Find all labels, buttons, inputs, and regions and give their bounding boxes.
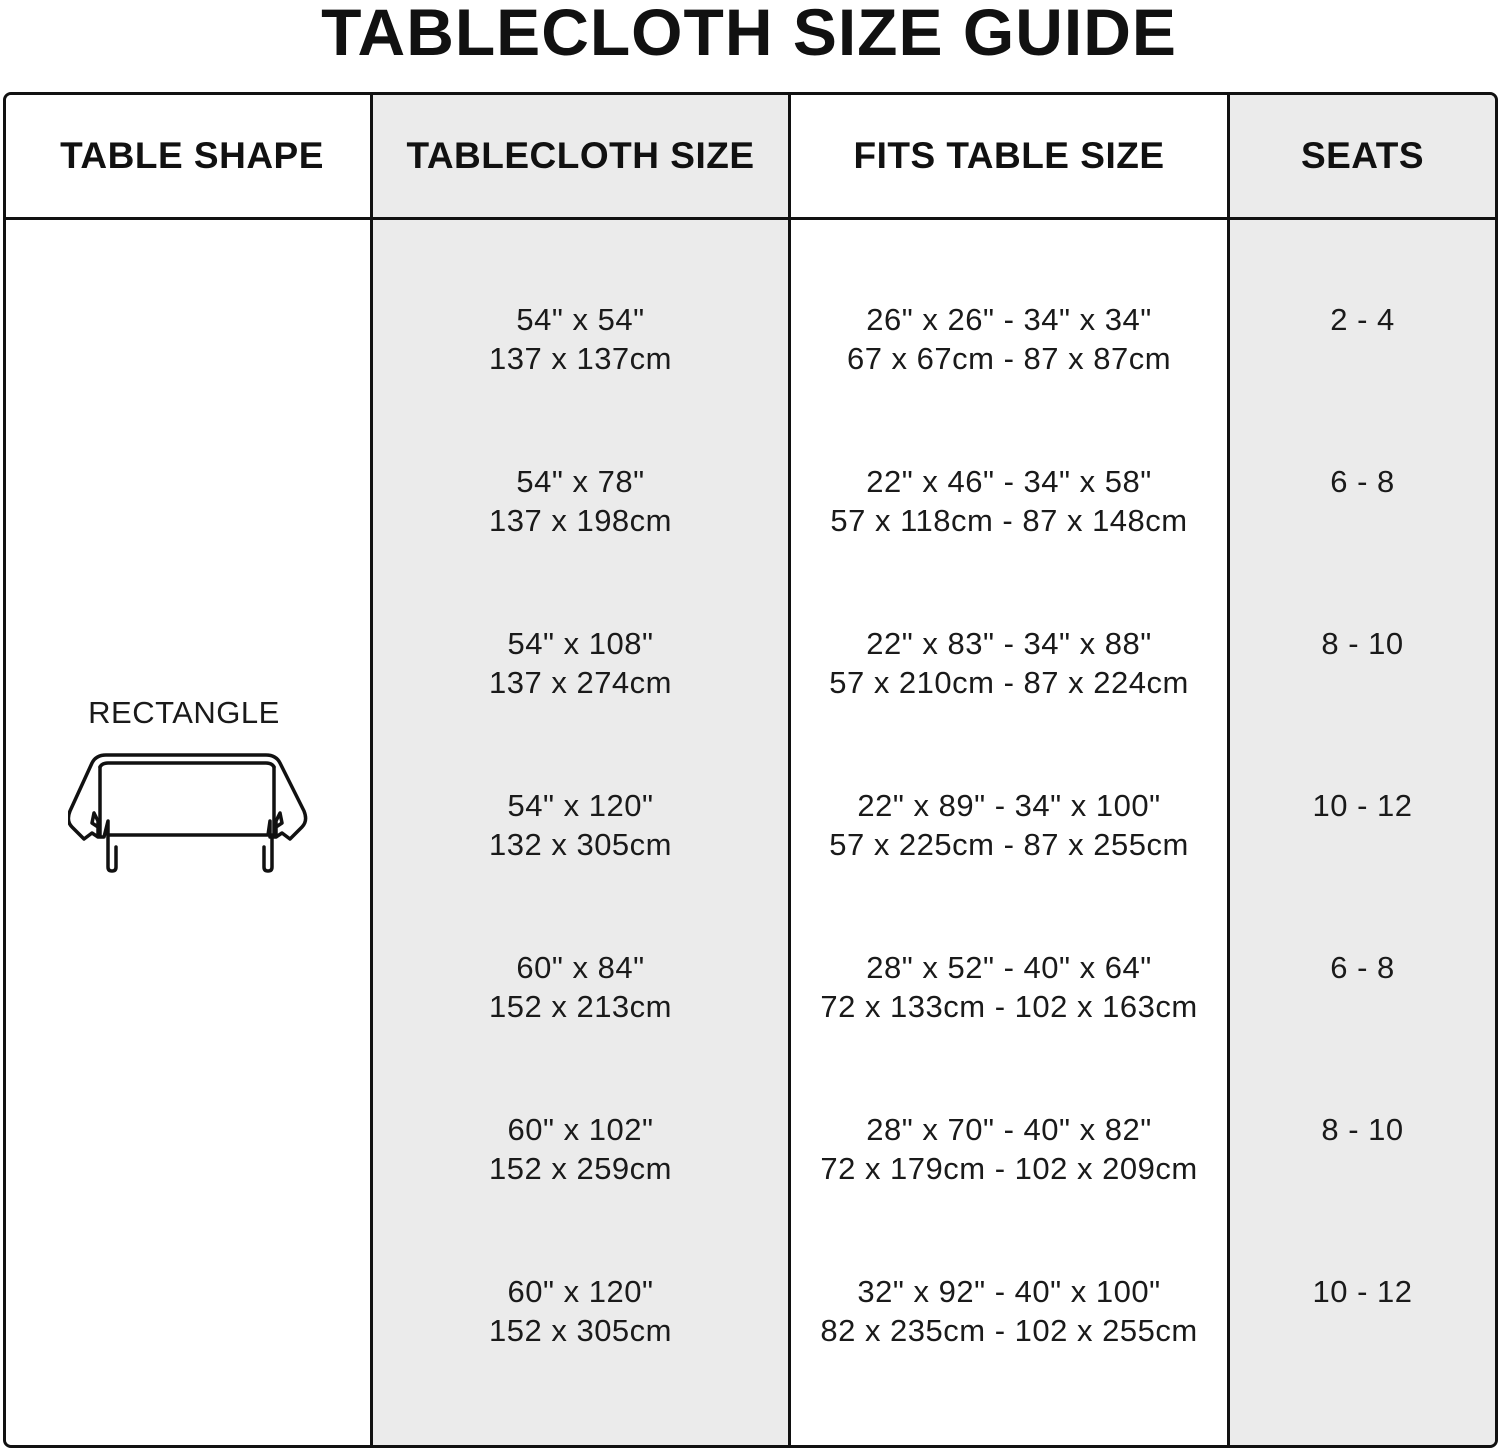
size-inches: 60" x 120" bbox=[507, 1274, 654, 1309]
page-title: TABLECLOTH SIZE GUIDE bbox=[321, 0, 1177, 69]
seats-value: 2 - 4 bbox=[1330, 301, 1395, 337]
table-row bbox=[6, 1068, 1495, 1230]
size-inches: 60" x 102" bbox=[507, 1112, 654, 1147]
fits-inches: 28" x 70" - 40" x 82" bbox=[866, 1112, 1152, 1147]
shape-label: RECTANGLE bbox=[88, 695, 280, 730]
seats-cell bbox=[1230, 238, 1495, 400]
seats-cell bbox=[1230, 886, 1495, 1048]
seats-value: 10 - 12 bbox=[1312, 787, 1413, 823]
seats-value: 8 - 10 bbox=[1321, 625, 1404, 661]
table-row bbox=[6, 582, 1495, 744]
fits-cm: 67 x 67cm - 87 x 87cm bbox=[846, 341, 1172, 376]
fits-cm: 82 x 235cm - 102 x 255cm bbox=[820, 1313, 1198, 1348]
header-tablecloth-size: TABLECLOTH SIZE bbox=[406, 135, 755, 176]
table-row bbox=[6, 744, 1495, 906]
fits-inches: 26" x 26" - 34" x 34" bbox=[866, 302, 1152, 337]
size-inches: 60" x 84" bbox=[516, 950, 645, 985]
tablecloth-size-cell bbox=[373, 258, 788, 420]
table-row bbox=[6, 1230, 1495, 1392]
fits-cm: 72 x 179cm - 102 x 209cm bbox=[820, 1151, 1198, 1186]
size-cm: 132 x 305cm bbox=[489, 827, 672, 862]
fits-table-size-cell bbox=[791, 906, 1227, 1068]
seats-value: 10 - 12 bbox=[1312, 1273, 1413, 1309]
table-row bbox=[6, 420, 1495, 582]
size-guide-table bbox=[3, 92, 1498, 1448]
seats-cell bbox=[1230, 562, 1495, 724]
fits-table-size-cell bbox=[791, 1068, 1227, 1230]
seats-cell bbox=[1230, 1210, 1495, 1372]
table-row bbox=[6, 258, 1495, 420]
seats-value: 8 - 10 bbox=[1321, 1111, 1404, 1147]
fits-cm: 72 x 133cm - 102 x 163cm bbox=[820, 989, 1198, 1024]
header-fits-table-size: FITS TABLE SIZE bbox=[853, 135, 1165, 176]
fits-cm: 57 x 118cm - 87 x 148cm bbox=[830, 503, 1188, 538]
size-cm: 137 x 198cm bbox=[489, 503, 672, 538]
fits-inches: 22" x 83" - 34" x 88" bbox=[866, 626, 1152, 661]
tablecloth-size-cell bbox=[373, 906, 788, 1068]
tablecloth-size-cell bbox=[373, 744, 788, 906]
seats-value: 6 - 8 bbox=[1330, 949, 1395, 985]
size-inches: 54" x 120" bbox=[507, 788, 654, 823]
fits-inches: 32" x 92" - 40" x 100" bbox=[857, 1274, 1161, 1309]
header-table-shape: TABLE SHAPE bbox=[60, 135, 324, 176]
fits-table-size-cell bbox=[791, 744, 1227, 906]
tablecloth-size-cell bbox=[373, 1068, 788, 1230]
tablecloth-size-cell bbox=[373, 1230, 788, 1392]
size-cm: 137 x 137cm bbox=[489, 341, 672, 376]
fits-cm: 57 x 225cm - 87 x 255cm bbox=[829, 827, 1189, 862]
fits-table-size-cell bbox=[791, 258, 1227, 420]
fits-table-size-cell bbox=[791, 420, 1227, 582]
size-cm: 137 x 274cm bbox=[489, 665, 672, 700]
size-cm: 152 x 305cm bbox=[489, 1313, 672, 1348]
seats-cell bbox=[1230, 724, 1495, 886]
size-inches: 54" x 54" bbox=[516, 302, 645, 337]
size-cm: 152 x 259cm bbox=[489, 1151, 672, 1186]
header-divider bbox=[6, 217, 1495, 220]
fits-cm: 57 x 210cm - 87 x 224cm bbox=[829, 665, 1189, 700]
fits-table-size-cell bbox=[791, 1230, 1227, 1392]
seats-cell bbox=[1230, 400, 1495, 562]
tablecloth-size-cell bbox=[373, 582, 788, 744]
seats-value: 6 - 8 bbox=[1330, 463, 1395, 499]
seats-cell bbox=[1230, 1048, 1495, 1210]
tablecloth-size-cell bbox=[373, 420, 788, 582]
size-inches: 54" x 108" bbox=[507, 626, 654, 661]
table-row bbox=[6, 906, 1495, 1068]
fits-inches: 28" x 52" - 40" x 64" bbox=[866, 950, 1152, 985]
fits-table-size-cell bbox=[791, 582, 1227, 744]
fits-inches: 22" x 46" - 34" x 58" bbox=[866, 464, 1152, 499]
fits-inches: 22" x 89" - 34" x 100" bbox=[857, 788, 1161, 823]
size-inches: 54" x 78" bbox=[516, 464, 645, 499]
header-seats: SEATS bbox=[1300, 135, 1425, 176]
size-cm: 152 x 213cm bbox=[489, 989, 672, 1024]
